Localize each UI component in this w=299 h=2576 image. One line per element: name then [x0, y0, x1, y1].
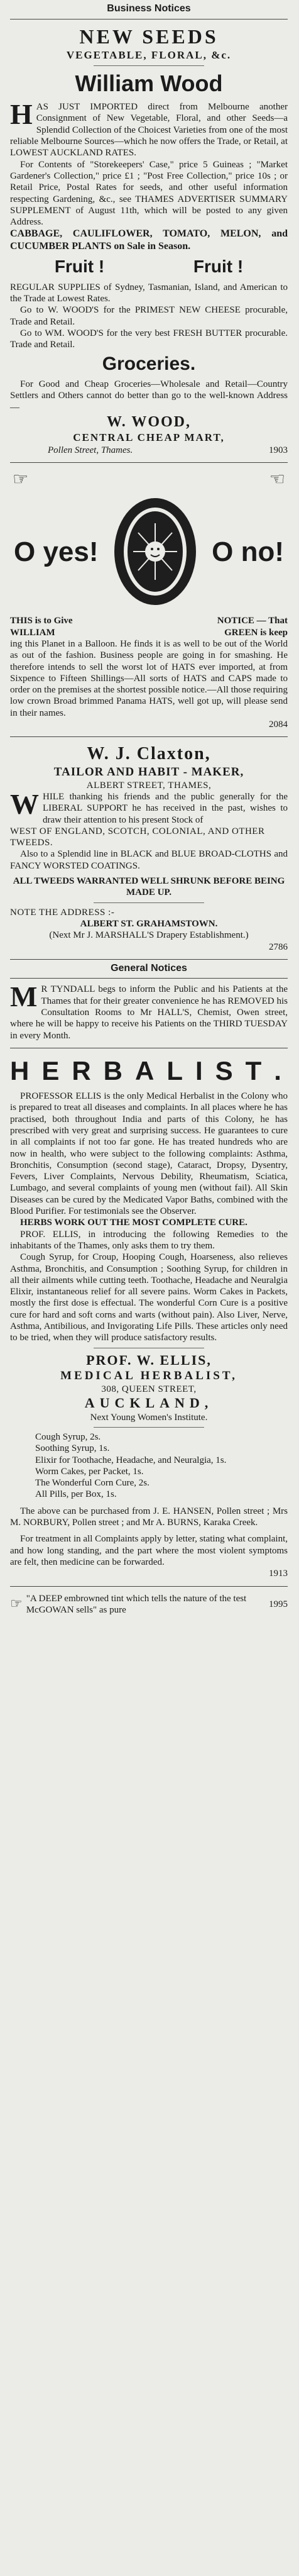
- wood-code: 1903: [269, 445, 288, 455]
- divider: [10, 462, 288, 463]
- green-advertisement: [10, 469, 288, 730]
- tyndall-dropcap: M: [10, 980, 38, 1013]
- tyndall-text: R TYNDALL begs to inform the Public and his Patients at the Thames that for their greater convenience he has REMOVED his Consultation Rooms to Mr HALL'S, Chemist, Owen street, where he will be happy to receive his Patients on the THIRD TUESDAY in every Month.: [10, 984, 288, 1041]
- remedy-item: Worm Cakes, per Packet, 1s.: [35, 1466, 144, 1477]
- wood-address: Pollen Street, Thames.: [48, 445, 133, 455]
- wood-name: William Wood: [75, 70, 223, 97]
- ellis-next: Next Young Women's Institute.: [90, 1412, 208, 1423]
- herbalist-letter: L: [166, 1055, 189, 1085]
- wood-mart: CENTRAL CHEAP MART,: [73, 431, 225, 444]
- claxton-stock: WEST OF ENGLAND, SCOTCH, COLONIAL, AND OTHER TWEEDS.: [10, 826, 265, 848]
- claxton-name: W. J. Claxton,: [87, 744, 211, 764]
- cheese-text: Go to W. WOOD'S for the PRIMEST NEW CHEESE procurable, Trade and Retail.: [10, 305, 288, 327]
- remedy-item: All Pills, per Box, 1s.: [35, 1489, 117, 1500]
- divider: [94, 902, 205, 903]
- claxton-street: ALBERT STREET, THAMES,: [86, 780, 212, 791]
- remedy-item: Cough Syrup, 2s.: [35, 1432, 101, 1442]
- fruit-left: Fruit !: [54, 257, 105, 277]
- herbalist-p3: PROF. ELLIS, in introducing the following Remedies to the inhabitants of the Thames, only asks them to try them.: [10, 1229, 288, 1251]
- wood-subhead: VEGETABLE, FLORAL, &c.: [66, 48, 232, 61]
- herbalist-banner: [10, 1055, 288, 1087]
- remedy-item: The Wonderful Corn Cure, 2s.: [35, 1478, 150, 1489]
- claxton-text: HILE thanking his friends and the public generally for the LIBERAL SUPPORT he has received in the past, wishes to draw their attention to his present Stock of: [43, 791, 288, 825]
- wood-contents: For Contents of "Storekeepers' Case," price 5 Guineas ; "Market Gardener's Collection," price £1 ; "Post Free Collection," price 10s ; or Retail Price, Postal Rates for seeds, and other useful information respecting Gardening, &c., see THAMES ADVERTISER SUMMARY SUPPLEMENT of August 11th, which will be posted to any given Address.: [10, 159, 288, 228]
- green-text: ing this Planet in a Balloon. He finds it is as well to be out of the World as out of the fashion. Business people are going in for smashing. He therefore intends to sell the worst lot of HATS ever imported, at from Sixpence to Fifteen Shillings—All sorts of HATS and CAPS made to order on the premises at the shortest possible notice.—All those requiring low crown Broad brimmed Panama HATS, well got up, will please send in their names.: [10, 638, 288, 718]
- divider: [94, 65, 205, 66]
- claxton-warranted: ALL TWEEDS WARRANTED WELL SHRUNK BEFORE BEING MADE UP.: [13, 876, 285, 898]
- divider: [94, 1427, 205, 1428]
- herbalist-treatment: For treatment in all Complaints apply by letter, stating what complaint, and how long standing, and the part where the most violent symptoms are felt, then medicine can be forwarded.: [10, 1534, 288, 1567]
- herbalist-letter: S: [215, 1055, 239, 1085]
- fruit-text: REGULAR SUPPLIES of Sydney, Tasmanian, Island, and American to the Trade at Lowest Rates.: [10, 282, 288, 304]
- herbalist-p4: Cough Syrup, for Croup, Hooping Cough, Hoarseness, also relieves Asthma, Bronchitis, and Consumption ; Soothing Syrup, for children in all their ailments while cutting teeth. Toothache, Headache and Neuralgia Elixir, instantaneous relief for all severe pains. Worm Cakes in Packets, mostly the first dose is effectual. The wonderful Corn Cure is a positive cure for hard and soft corns and warts (without pain). Also Liver, Nerve, Asthma, Antibilious, and Invigorating Life Pills. These articles only need to be tried, when they will produce satisfactory results.: [10, 1252, 288, 1343]
- wood-dropcap: H: [10, 98, 33, 131]
- ellis-name: PROF. W. ELLIS,: [86, 1352, 212, 1368]
- green-code: 2084: [269, 719, 288, 730]
- divider: [10, 736, 288, 737]
- herbalist-letter: E: [41, 1055, 66, 1085]
- ellis-street: 308, QUEEN STREET,: [101, 1384, 197, 1394]
- divider: [10, 1586, 288, 1587]
- herbalist-p2: HERBS WORK OUT THE MOST COMPLETE CURE.: [20, 1218, 247, 1228]
- claxton-next: (Next Mr J. MARSHALL'S Drapery Establishment.): [49, 930, 249, 941]
- remedy-item: Soothing Syrup, 1s.: [35, 1443, 110, 1454]
- herbalist-p1: PROFESSOR ELLIS is the only Medical Herbalist in the Colony who is prepared to treat all diseases and complaints. In all places where he has practised, both throughout India and parts of this Colony, he has prescribed with very great and surprising success. He guarantees to cure in all complaints if not too far gone. He has treated hundreds who are now in health, who were subject to the following complaints: Asthma, Bronchitis, Consumption (second stage), Cataract, Dropsy, Dysentry, Fevers, Liver Complaints, Nervous Debility, Rheumatism, Sciatica, Lumbago, and several complaints of young men (without fail). All Skin Diseases can be cured by the Medicated Vapor Baths, combined with the Blood Purifier. For testimonials see the Observer.: [10, 1091, 288, 1217]
- herbalist-letter: T: [245, 1055, 268, 1085]
- wood-cabbage: CABBAGE, CAULIFLOWER, TOMATO, MELON, and CUCUMBER PLANTS on Sale in Season.: [10, 228, 288, 252]
- green-box-right: NOTICE — That: [217, 616, 288, 626]
- ellis-title: MEDICAL HERBALIST,: [60, 1369, 237, 1383]
- herbalist-letter: R: [72, 1055, 97, 1085]
- herbalist-letter: A: [134, 1055, 161, 1085]
- groceries-heading: Groceries.: [102, 353, 196, 375]
- wood-intro: AS JUST IMPORTED direct from Melbourne another Consignment of New Vegetable, Floral, and other Seeds—a Splendid Collection of the Choicest Varieties from one of the most reliable Melbourne Sources—which he now offers the Trade, or Retail, at LOWEST AUCKLAND RATES.: [10, 102, 288, 158]
- herbalist-letter: H: [10, 1055, 36, 1085]
- remedy-item: Elixir for Toothache, Headache, and Neuralgia, 1s.: [35, 1455, 227, 1465]
- tyndall-notice: [10, 980, 288, 1041]
- pointing-hand-icon: ☜: [269, 470, 285, 490]
- fruit-heading: [10, 256, 288, 277]
- herbalist-stock: The above can be purchased from J. E. HANSEN, Pollen street ; Mrs M. NORBURY, Pollen street ; and Mr A. BURNS, Karaka Creek.: [10, 1506, 288, 1528]
- ellis-city: AUCKLAND,: [84, 1394, 214, 1411]
- footer-line: [10, 1593, 288, 1616]
- footer-code: 1995: [269, 1599, 288, 1609]
- oyes-left: O yes!: [14, 536, 99, 567]
- claxton-title: TAILOR AND HABIT - MAKER,: [53, 765, 244, 779]
- herbalist-letter: I: [195, 1055, 209, 1085]
- herbalist-letter: .: [274, 1055, 288, 1085]
- claxton-dropcap: W: [10, 787, 39, 820]
- wood-headline: NEW SEEDS: [79, 25, 219, 48]
- oyes-right: O no!: [212, 536, 284, 567]
- groceries-text: For Good and Cheap Groceries—Wholesale and Retail—Country Settlers and Others cannot do better than go to the well-known Address—: [10, 379, 288, 413]
- remedy-list: [35, 1431, 288, 1501]
- claxton-note: NOTE THE ADDRESS :-: [10, 907, 115, 918]
- claxton-advertisement: [10, 743, 288, 952]
- sun-emblem-icon: [114, 498, 196, 605]
- business-notices-header: Business Notices: [10, 0, 288, 19]
- claxton-code: 2786: [269, 941, 288, 952]
- green-name2: GREEN is keep: [224, 627, 288, 638]
- fruit-right: Fruit !: [193, 257, 244, 277]
- green-name1: WILLIAM: [10, 627, 55, 638]
- footer-text: "A DEEP embrowned tint which tells the nature of the test McGOWAN sells" as pure: [26, 1593, 247, 1615]
- claxton-address: ALBERT ST. GRAHAMSTOWN.: [80, 918, 218, 929]
- wood-advertisement: [10, 25, 288, 457]
- pointing-hand-icon: ☞: [10, 1596, 23, 1612]
- butter-text: Go to WM. WOOD'S for the very best FRESH BUTTER procurable. Trade and Retail.: [10, 328, 288, 350]
- green-box-left: THIS is to Give: [10, 616, 73, 626]
- wood-signature: W. WOOD,: [106, 413, 192, 430]
- herbalist-advertisement: [10, 1055, 288, 1580]
- claxton-also: Also to a Splendid line in BLACK and BLUE BROAD-CLOTHS and FANCY WORSTED COATINGS.: [10, 849, 288, 871]
- herbalist-letter: B: [103, 1055, 129, 1085]
- pointing-hand-icon: ☞: [13, 470, 29, 490]
- herbalist-code: 1913: [269, 1568, 288, 1579]
- general-notices-header: General Notices: [10, 959, 288, 979]
